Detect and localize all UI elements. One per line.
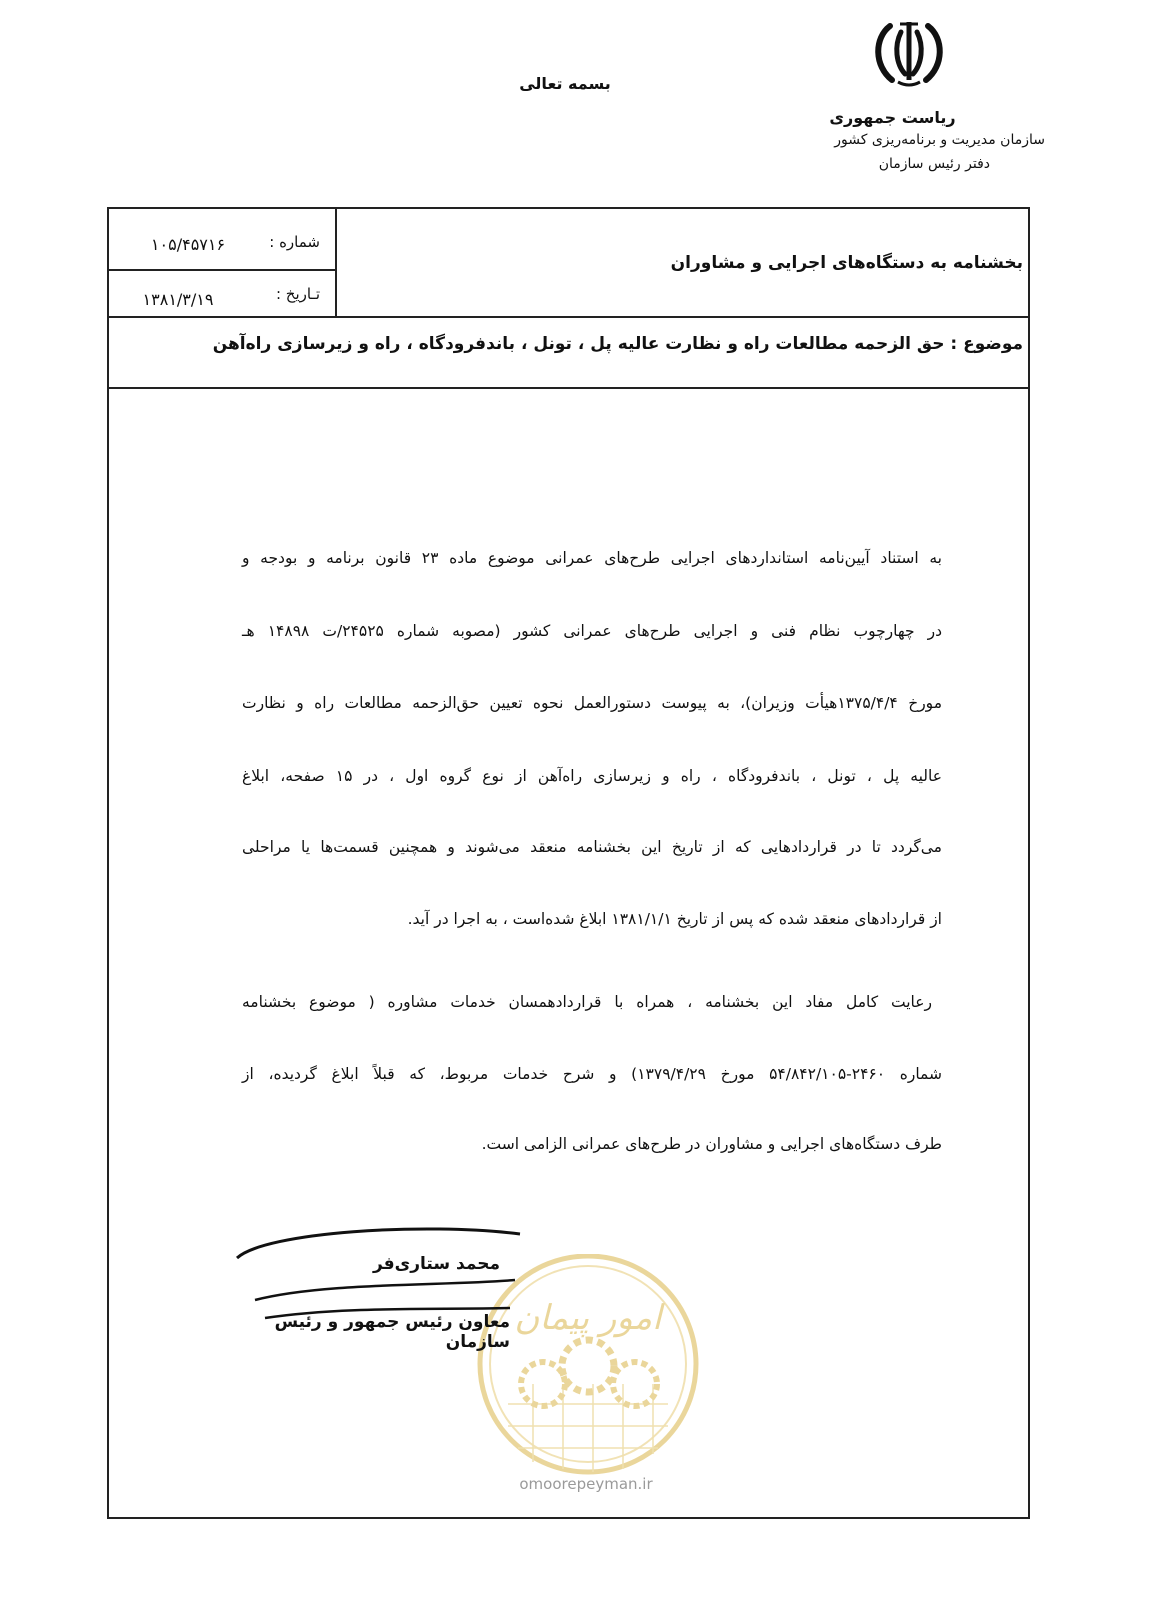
circular-title: بخشنامه به دستگاه‌های اجرایی و مشاوران — [670, 253, 1023, 273]
body-line: رعایت کامل مفاد این بخشنامه ، همراه با قراردادهمسان خدمات مشاوره ( موضوع بخشنامه — [242, 993, 932, 1011]
stamp-text: امور پیمان — [514, 1298, 662, 1338]
office-subtitle: دفتر رئیس سازمان — [878, 156, 990, 172]
letter-date: ۱۳۸۱/۳/۱۹ — [142, 290, 214, 309]
number-label: شماره : — [269, 233, 320, 251]
watermark-url: omoorepeyman.ir — [519, 1475, 653, 1493]
bismillah-heading: بسمه تعالی — [519, 74, 611, 93]
body-line: مورخ ۱۳۷۵/۴/۴هیأت وزیران)، به پیوست دستورالعمل نحوه تعیین حق‌الزحمه مطالعات راه و نظارت — [242, 694, 942, 712]
divider — [335, 207, 337, 317]
org-subtitle: سازمان مدیریت و برنامه‌ریزی کشور — [834, 132, 1045, 148]
divider — [107, 387, 1030, 389]
body-line: در چهارچوب نظام فنی و اجرایی طرح‌های عمرانی کشور (مصوبه شماره ۲۴۵۲۵/ت ۱۴۸۹۸ هـ — [242, 622, 942, 640]
body-line: به استناد آیین‌نامه استانداردهای اجرایی طرح‌های عمرانی موضوع ماده ۲۳ قانون برنامه و بودجه و — [242, 549, 942, 567]
body-line: طرف دستگاه‌های اجرایی و مشاوران در طرح‌های عمرانی الزامی است. — [481, 1135, 942, 1153]
divider — [107, 269, 337, 271]
org-title: ریاست جمهوری — [829, 108, 956, 127]
body-line: عالیه پل ، تونل ، باندفرودگاه ، راه و زیرسازی راه‌آهن از نوع گروه اول ، در ۱۵ صفحه، ابلاغ — [242, 767, 942, 785]
date-label: تـاریخ : — [275, 285, 320, 303]
letter-number: ۱۰۵/۴۵۷۱۶ — [150, 235, 226, 254]
body-line: از قراردادهای منعقد شده که پس از تاریخ ۱۳۸۱/۱/۱ ابلاغ شده‌است ، به اجرا در آید. — [407, 910, 942, 928]
signer-title: معاون رئیس جمهور و رئیس سازمان — [274, 1312, 510, 1352]
subject-line: موضوع : حق الزحمه مطالعات راه و نظارت عالیه پل ، تونل ، باندفرودگاه ، راه و زیرسازی راه‌آهن — [212, 334, 1023, 354]
iran-emblem-icon — [868, 18, 950, 88]
body-line: می‌گردد تا در قراردادهایی که از تاریخ این بخشنامه منعقد می‌شوند و همچنین قسمت‌ها یا مراحلی — [242, 838, 942, 856]
body-line: شماره ۲۴۶۰-۵۴/۸۴۲/۱۰۵ مورخ ۱۳۷۹/۴/۲۹) و شرح خدمات مربوط، که قبلاً ابلاغ گردیده، از — [242, 1065, 943, 1083]
divider — [107, 316, 1030, 318]
signer-name: محمد ستاری‌فر — [372, 1254, 500, 1274]
